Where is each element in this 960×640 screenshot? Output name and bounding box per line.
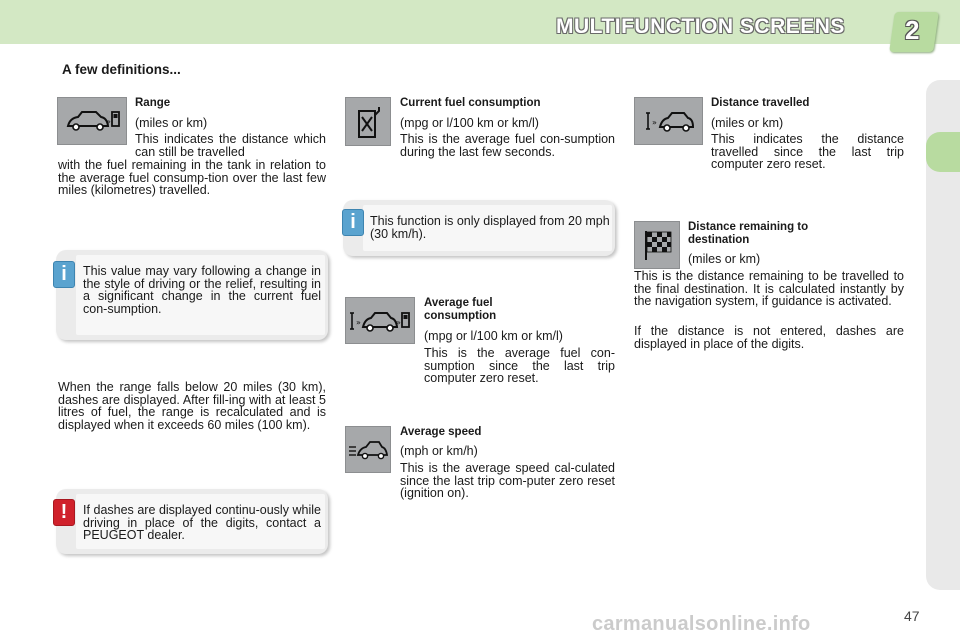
fuel-pump-icon bbox=[345, 97, 391, 146]
distance-remaining-body: This is the distance remaining to be travelled to the final destination. It is calculated instantly by the navigation system, if guidance is activated. bbox=[634, 269, 904, 309]
svg-text:»: » bbox=[356, 317, 361, 327]
warning-text: If dashes are displayed continu-ously while driving in place of the digits, contact a PEUGEOT dealer. bbox=[83, 503, 321, 543]
page-number: 47 bbox=[904, 608, 920, 624]
distance-travelled-heading: Distance travelled bbox=[711, 97, 810, 109]
info-icon: i bbox=[342, 209, 364, 236]
average-speed-heading: Average speed bbox=[400, 426, 482, 438]
chapter-number: 2 bbox=[905, 15, 920, 45]
warning-icon: ! bbox=[53, 499, 75, 526]
distance-travelled-body: This indicates the distance travelled since the last trip computer zero reset. bbox=[711, 132, 904, 172]
average-speed-body: This is the average speed cal-culated since the last trip com-puter zero reset (ignition on). bbox=[400, 461, 615, 501]
range-body-indented: This indicates the distance which can still be travelled bbox=[135, 132, 326, 159]
average-speed-unit: (mph or km/h) bbox=[400, 444, 478, 458]
range-heading: Range bbox=[135, 97, 171, 109]
current-fuel-heading: Current fuel consumption bbox=[400, 97, 541, 109]
car-fuel-icon bbox=[345, 297, 415, 344]
trip-distance-icon bbox=[634, 97, 703, 145]
range-dashes-text: When the range falls below 20 miles (30 km), dashes are displayed. After fill-ing with at least 5 litres of fuel, the range is recalculated and is displayed when it exceeds 60 miles (100 km). bbox=[58, 380, 326, 432]
average-fuel-heading: Average fuel consumption bbox=[424, 297, 497, 322]
distance-remaining-unit: (miles or km) bbox=[688, 252, 761, 266]
svg-text:»: » bbox=[651, 118, 657, 127]
chapter-rail-active[interactable] bbox=[926, 132, 960, 172]
average-fuel-body: This is the average fuel con-sumption since the last trip computer zero reset. bbox=[424, 346, 615, 386]
note-speed-text: This function is only displayed from 20 mph (30 km/h). bbox=[370, 214, 610, 241]
svg-text:»: » bbox=[396, 317, 401, 327]
watermark: carmanualsonline.info bbox=[592, 613, 811, 635]
svg-text:»: » bbox=[106, 117, 111, 126]
checkered-flag-icon bbox=[634, 221, 680, 269]
distance-travelled-unit: (miles or km) bbox=[711, 116, 784, 130]
range-body: with the fuel remaining in the tank in relation to the average fuel consump-tion over the last few miles (kilometres) travelled. bbox=[58, 158, 326, 198]
page-title: MULTIFUNCTION SCREENS bbox=[556, 15, 845, 38]
average-fuel-unit: (mpg or l/100 km or km/l) bbox=[424, 329, 563, 343]
note-variation-text: This value may vary following a change in the style of driving or the relief, resulting in a significant change in the current fuel con-sumption. bbox=[83, 264, 321, 316]
section-title: A few definitions... bbox=[62, 62, 181, 77]
distance-remaining-note: If the distance is not entered, dashes are displayed in place of the digits. bbox=[634, 324, 904, 351]
range-unit: (miles or km) bbox=[135, 116, 208, 130]
speed-car-icon bbox=[345, 426, 391, 473]
current-fuel-body: This is the average fuel con-sumption during the last few seconds. bbox=[400, 132, 615, 159]
current-fuel-unit: (mpg or l/100 km or km/l) bbox=[400, 116, 539, 130]
car-range-icon bbox=[57, 97, 127, 145]
info-icon: i bbox=[53, 261, 75, 288]
distance-remaining-heading: Distance remaining to destination bbox=[688, 221, 809, 246]
